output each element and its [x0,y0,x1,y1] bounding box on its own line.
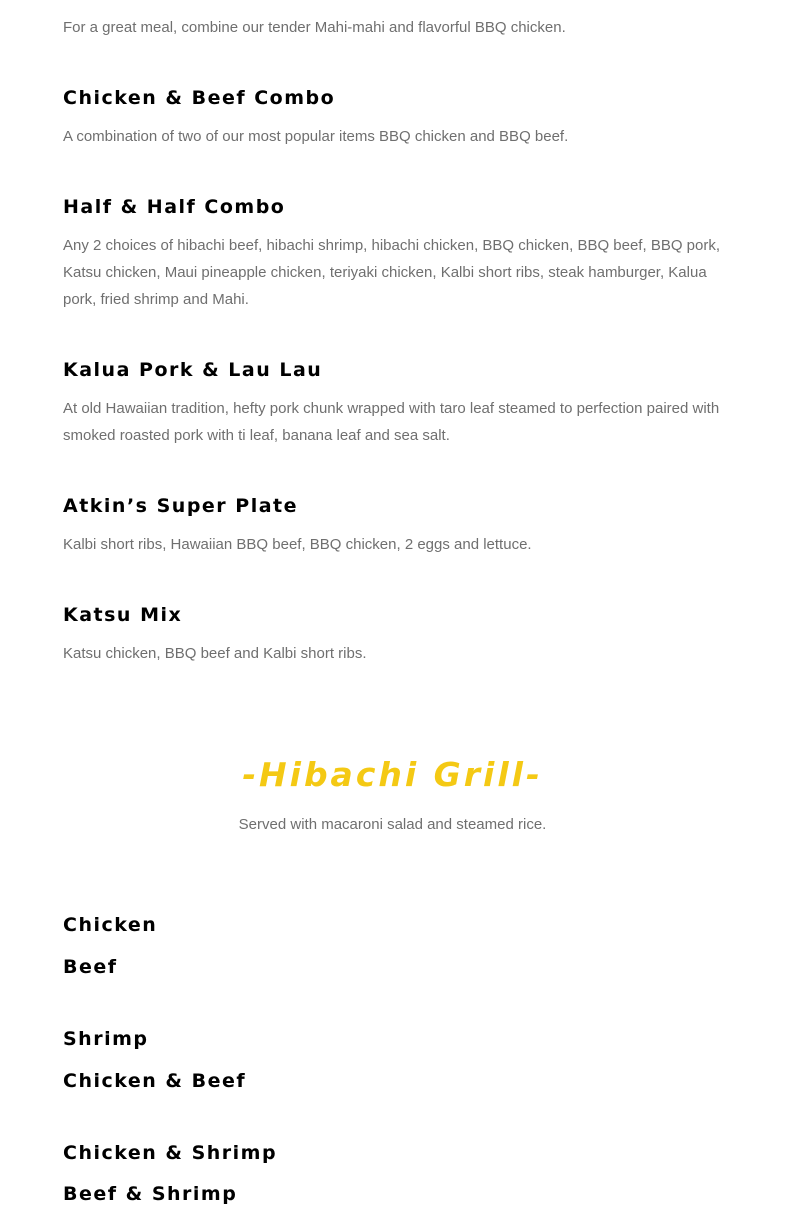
menu-item-title: Kalua Pork & Lau Lau [63,359,323,381]
menu-item-title: Half & Half Combo [63,196,286,218]
hibachi-item-title: Shrimp [63,1028,149,1050]
section-heading-hibachi-grill: -Hibachi Grill- [242,755,543,794]
menu-item-description: Kalbi short ribs, Hawaiian BBQ beef, BBQ chicken, 2 eggs and lettuce. [63,536,532,553]
menu-item-description: For a great meal, combine our tender Mahi-mahi and flavorful BBQ chicken. [63,19,566,36]
hibachi-item-title: Chicken [63,914,158,936]
hibachi-item-title: Beef [63,956,118,978]
menu-item-description: A combination of two of our most popular items BBQ chicken and BBQ beef. [63,128,569,145]
menu-item-description: Any 2 choices of hibachi beef, hibachi shrimp, hibachi chicken, BBQ chicken, BBQ beef, BBQ pork, Katsu chicken, Maui pineapple chicken, teriyaki chicken, Kalbi short ribs, steak hamburger, Kalua pork, fried shrimp and Mahi. [63,237,721,308]
menu-item-title: Chicken & Beef Combo [63,87,336,109]
menu-item-description: Katsu chicken, BBQ beef and Kalbi short ribs. [63,645,367,662]
hibachi-item-title: Beef & Shrimp [63,1183,238,1205]
hibachi-item-title: Chicken & Beef [63,1070,247,1092]
menu-item-description: At old Hawaiian tradition, hefty pork chunk wrapped with taro leaf steamed to perfection paired with smoked roasted pork with ti leaf, banana leaf and sea salt. [63,400,720,444]
hibachi-item-title: Chicken & Shrimp [63,1142,278,1164]
menu-item-title: Katsu Mix [63,604,183,626]
menu-item-title: Atkin’s Super Plate [63,495,299,517]
section-subtitle: Served with macaroni salad and steamed rice. [238,816,547,833]
